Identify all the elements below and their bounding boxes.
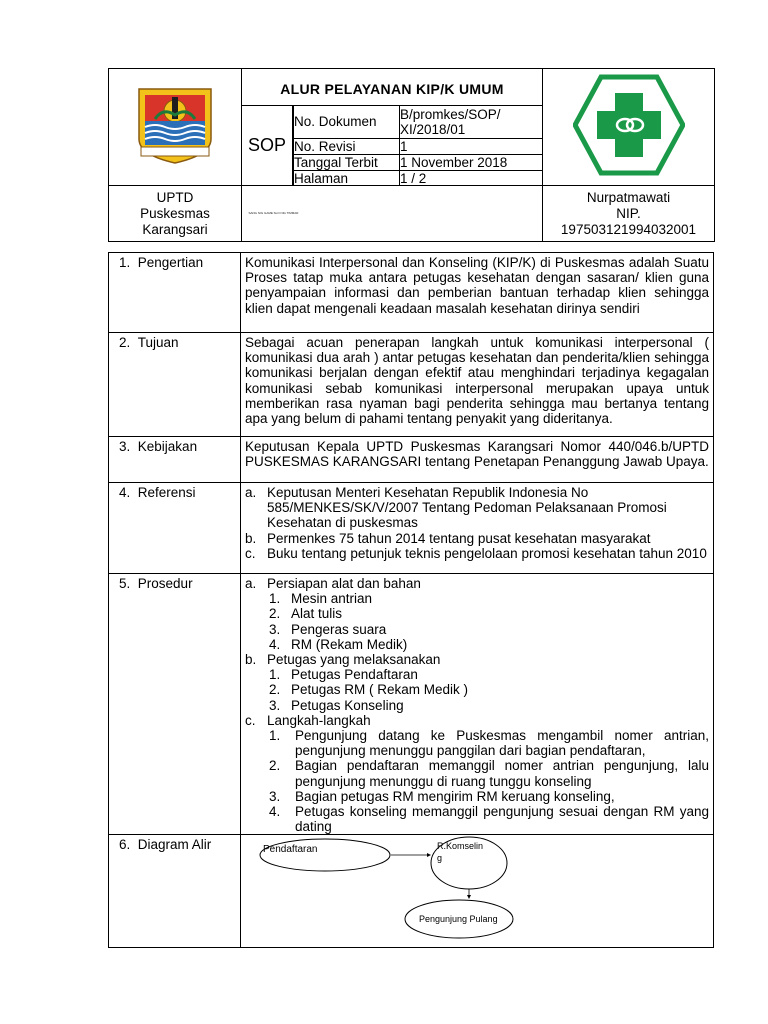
signer-cell: [543, 186, 715, 242]
section-prosedur: [109, 574, 714, 835]
header-table: [108, 68, 715, 242]
sub-marker: 2.: [269, 682, 281, 698]
section-referensi: [109, 483, 714, 574]
prosedur-list: [241, 574, 714, 835]
sub-item: [245, 637, 709, 652]
title-block: [242, 69, 543, 186]
node-pulang-label: Pengunjung Pulang: [419, 914, 498, 925]
sub-marker: 3.: [269, 621, 281, 637]
list-text: Petugas yang melaksanakan: [267, 652, 441, 668]
arrow-head: [467, 895, 471, 899]
list-item: [245, 485, 709, 531]
section-label: Tujuan: [137, 335, 179, 350]
signer-name: Nurpatmawati: [586, 189, 671, 205]
doc-number-value: B/promkes/SOP/ XI/2018/01: [400, 106, 543, 138]
sub-text: Petugas Pendaftaran: [291, 667, 418, 683]
section-diagram-alir: [109, 835, 714, 948]
section-label: Diagram Alir: [137, 837, 212, 853]
section-number: 5.: [119, 576, 131, 591]
step-item: [245, 758, 709, 788]
sop-content-table: [108, 252, 714, 948]
section-number: 3.: [119, 439, 131, 454]
section-pengertian: [109, 253, 714, 333]
sub-item: [245, 667, 709, 682]
flow-diagram: [241, 835, 714, 948]
tujuan-text: Sebagai acuan penerapan langkah untuk komunikasi interpersonal ( komunikasi dua arah ) antar petugas kesehatan dan penderita/klien sehingga komunikasi berjalan dengan efektif atau menghindari terjadinya kegagalan komunikasi sebab komunikasi interpersonal merupakan upaya untuk memberikan rasa nyaman bagi penderita sehingga mau bertanya tentang apa yang belum di pahami tentang penyakit yang dideritanya.: [241, 333, 714, 437]
org-line-3: Karangsari: [142, 221, 208, 237]
page-value: 1 / 2: [400, 170, 543, 186]
list-marker: a.: [245, 576, 257, 591]
pengertian-text: Komunikasi Interpersonal dan Konseling (KIP/K) di Puskesmas adalah Suatu Proses tatap muka antara petugas kesehatan dengan sasaran/ klien guna penyampaian informasi dan pemberian bantuan terhadap klien sehingga klien dapat mengenali keadaan masalah kesehatan dirinya sendiri: [241, 253, 714, 333]
revision-label: No. Revisi: [294, 138, 400, 154]
step-marker: 3.: [269, 788, 281, 804]
sub-text: Pengeras suara: [291, 621, 387, 637]
list-text: Persiapan alat dan bahan: [267, 576, 421, 591]
sub-text: Mesin antrian: [291, 591, 373, 607]
list-item: [245, 713, 709, 728]
step-item: [245, 804, 709, 834]
list-text: Keputusan Menteri Kesehatan Republik Indonesia No 585/MENKES/SK/V/2007 Tentang Pedoman Pelaksanaan Promosi Kesehatan di puskesmas: [267, 485, 667, 531]
step-text: Bagian petugas RM mengirim RM keruang konseling,: [295, 788, 615, 804]
emblem-motto: SANG NIG GAME SLO NIG TIMMAR: [248, 210, 299, 215]
list-text: Buku tentang petunjuk teknis pengelolaan promosi kesehatan tahun 2010: [267, 545, 707, 561]
referensi-list: [241, 483, 714, 574]
revision-value: 1: [400, 138, 543, 154]
node-konseling-line-2: g: [437, 853, 443, 864]
list-marker: a.: [245, 485, 257, 500]
section-number: 6.: [119, 837, 131, 853]
signer-nip: 197503121994032001: [560, 221, 697, 237]
step-item: [245, 728, 709, 758]
section-tujuan: [109, 333, 714, 437]
step-text: Pengunjung datang ke Puskesmas mengambil nomer antrian, pengunjung menunggu panggilan dari bagian pendaftaran,: [295, 728, 709, 759]
sub-item: [245, 606, 709, 621]
sop-label: SOP: [242, 106, 293, 185]
list-item: [245, 531, 709, 546]
document-info-table: [293, 106, 542, 186]
section-kebijakan: [109, 437, 714, 483]
list-marker: c.: [245, 545, 256, 561]
org-line-2: Puskesmas: [140, 205, 210, 221]
node-konseling-label: [437, 840, 483, 864]
signer-nip-label: NIP.: [616, 205, 641, 221]
sub-marker: 1.: [269, 667, 281, 683]
step-text: Bagian pendaftaran memanggil nomer antrian pengunjung, lalu pengunjung menunggu di ruang tunggu konseling: [295, 758, 709, 789]
step-marker: 4.: [269, 804, 281, 820]
sub-text: Alat tulis: [291, 606, 343, 622]
list-item: [245, 576, 709, 591]
sub-item: [245, 698, 709, 713]
section-label: Pengertian: [137, 255, 204, 270]
list-marker: b.: [245, 530, 257, 546]
kebijakan-text: Keputusan Kepala UPTD Puskesmas Karangsari Nomor 440/046.b/UPTD PUSKESMAS KARANGSARI tentang Penetapan Penanggung Jawab Upaya.: [241, 437, 714, 483]
sub-item: [245, 591, 709, 606]
sub-marker: 1.: [269, 591, 281, 607]
sub-marker: 4.: [269, 636, 281, 652]
section-label: Prosedur: [137, 576, 193, 591]
issue-date-value: 1 November 2018: [400, 154, 543, 170]
organization-cell: [109, 186, 242, 242]
list-marker: b.: [245, 652, 257, 668]
issue-date-label: Tanggal Terbit: [294, 154, 400, 170]
step-text: Petugas konseling memanggil pengunjung sesuai dengan RM yang dating: [295, 804, 709, 835]
org-line-1: UPTD: [156, 189, 194, 205]
list-marker: c.: [245, 712, 256, 728]
step-marker: 1.: [269, 728, 281, 744]
sub-text: Petugas Konseling: [291, 697, 404, 713]
page-label: Halaman: [294, 170, 400, 186]
document-title: ALUR PELAYANAN KIP/K UMUM: [242, 69, 542, 106]
step-marker: 2.: [269, 758, 281, 774]
puskesmas-logo-icon: [573, 73, 685, 177]
logo-right-cell: [543, 69, 715, 186]
step-item: [245, 789, 709, 804]
sub-marker: 3.: [269, 697, 281, 713]
node-pendaftaran-label: Pendaftaran: [263, 844, 318, 856]
list-item: [245, 546, 709, 561]
sub-item: [245, 622, 709, 637]
list-item: [245, 652, 709, 667]
section-number: 2.: [119, 335, 131, 350]
regional-emblem-icon: [133, 81, 217, 169]
doc-number-label: No. Dokumen: [294, 106, 400, 138]
sub-marker: 2.: [269, 606, 281, 622]
section-number: 4.: [119, 485, 131, 500]
section-number: 1.: [119, 255, 131, 270]
section-label: Kebijakan: [137, 439, 198, 454]
list-text: Permenkes 75 tahun 2014 tentang pusat kesehatan masyarakat: [267, 530, 651, 546]
arrow-head: [427, 853, 431, 857]
sub-item: [245, 682, 709, 697]
section-label: Referensi: [137, 485, 196, 500]
node-konseling-line-1: R.Komselin: [437, 841, 484, 852]
sub-text: RM (Rekam Medik): [291, 636, 408, 652]
sub-text: Petugas RM ( Rekam Medik ): [291, 682, 469, 698]
list-text: Langkah-langkah: [267, 712, 371, 728]
